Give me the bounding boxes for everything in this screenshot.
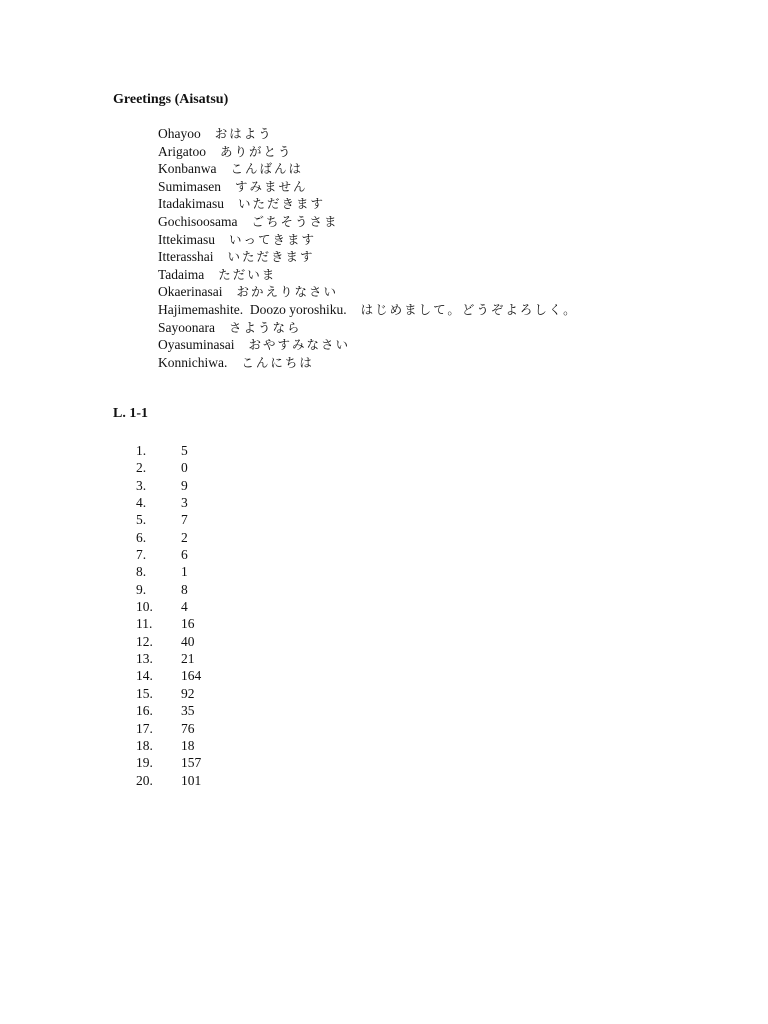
greeting-kana: こんにちは <box>241 354 314 370</box>
greeting-kana: おやすみなさい <box>248 337 351 353</box>
lesson-heading: L. 1-1 <box>113 406 148 421</box>
greeting-romaji: Konbanwa <box>158 161 217 177</box>
greeting-romaji: Ohayoo <box>158 126 201 141</box>
greeting-kana: ただいま <box>218 266 277 282</box>
item-number: 10. <box>136 599 153 615</box>
item-value: 21 <box>181 651 195 667</box>
item-value: 35 <box>181 703 195 719</box>
greeting-kana: いってきます <box>229 231 317 247</box>
greeting-romaji: Gochisoosama <box>158 213 238 229</box>
greeting-kana: さようなら <box>228 319 302 335</box>
item-value: 164 <box>181 668 202 684</box>
greetings-heading: Greetings (Aisatsu) <box>113 92 229 107</box>
item-number: 18. <box>136 737 153 753</box>
item-value: 40 <box>181 633 195 649</box>
greeting-romaji: Ittekimasu <box>158 231 215 247</box>
item-value: 8 <box>181 581 188 597</box>
item-value: 92 <box>181 685 195 701</box>
item-number: 14. <box>136 668 153 684</box>
item-value: 1 <box>181 564 188 580</box>
greeting-romaji: Sayoonara <box>158 319 215 335</box>
item-value: 4 <box>181 599 188 615</box>
greeting-kana: ありがとう <box>220 143 293 159</box>
item-value: 76 <box>181 720 195 736</box>
greeting-romaji: Sumimasen <box>158 178 221 194</box>
greeting-kana: おはよう <box>214 126 273 141</box>
item-value: 2 <box>181 529 188 545</box>
greeting-romaji: Okaerinasai <box>158 284 223 300</box>
item-number: 20. <box>136 772 153 788</box>
greeting-romaji: Itadakimasu <box>158 196 224 212</box>
item-number: 12. <box>136 633 153 649</box>
item-value: 0 <box>181 460 188 476</box>
item-number: 4. <box>136 495 147 511</box>
greeting-kana: すみません <box>235 178 308 194</box>
item-value: 6 <box>181 547 188 563</box>
greeting-kana: いただきます <box>237 196 325 212</box>
item-number: 2. <box>136 460 147 476</box>
item-value: 101 <box>181 772 202 788</box>
item-number: 3. <box>136 477 147 493</box>
greeting-romaji: Konnichiwa. <box>158 354 228 370</box>
greeting-romaji: Oyasuminasai <box>158 337 235 353</box>
item-number: 8. <box>136 564 147 580</box>
item-number: 6. <box>136 529 147 545</box>
item-number: 1. <box>136 443 147 458</box>
greeting-romaji: Tadaima <box>158 266 205 282</box>
item-value: 16 <box>181 616 195 632</box>
greeting-kana: はじめまして。どうぞよろしく。 <box>360 301 578 317</box>
item-value: 3 <box>181 495 188 511</box>
item-value: 18 <box>181 737 195 753</box>
item-value: 5 <box>181 443 188 458</box>
greeting-romaji: Itterasshai <box>158 249 214 265</box>
greeting-kana: いただきます <box>227 249 315 265</box>
item-number: 13. <box>136 651 153 667</box>
item-number: 7. <box>136 547 147 563</box>
greeting-kana: おかえりなさい <box>236 284 338 300</box>
item-number: 16. <box>136 703 153 719</box>
item-number: 9. <box>136 581 147 597</box>
item-number: 17. <box>136 720 153 736</box>
greeting-kana: こんばんは <box>230 161 303 177</box>
item-number: 5. <box>136 512 147 528</box>
item-value: 157 <box>181 755 202 771</box>
item-number: 11. <box>136 616 153 632</box>
item-number: 15. <box>136 685 153 701</box>
item-value: 9 <box>181 477 188 493</box>
item-number: 19. <box>136 755 153 771</box>
greeting-kana: ごちそうさま <box>251 213 339 229</box>
greeting-romaji: Arigatoo <box>158 143 206 159</box>
greeting-romaji: Hajimemashite. Doozo yoroshiku. <box>158 301 347 317</box>
item-value: 7 <box>181 512 188 528</box>
